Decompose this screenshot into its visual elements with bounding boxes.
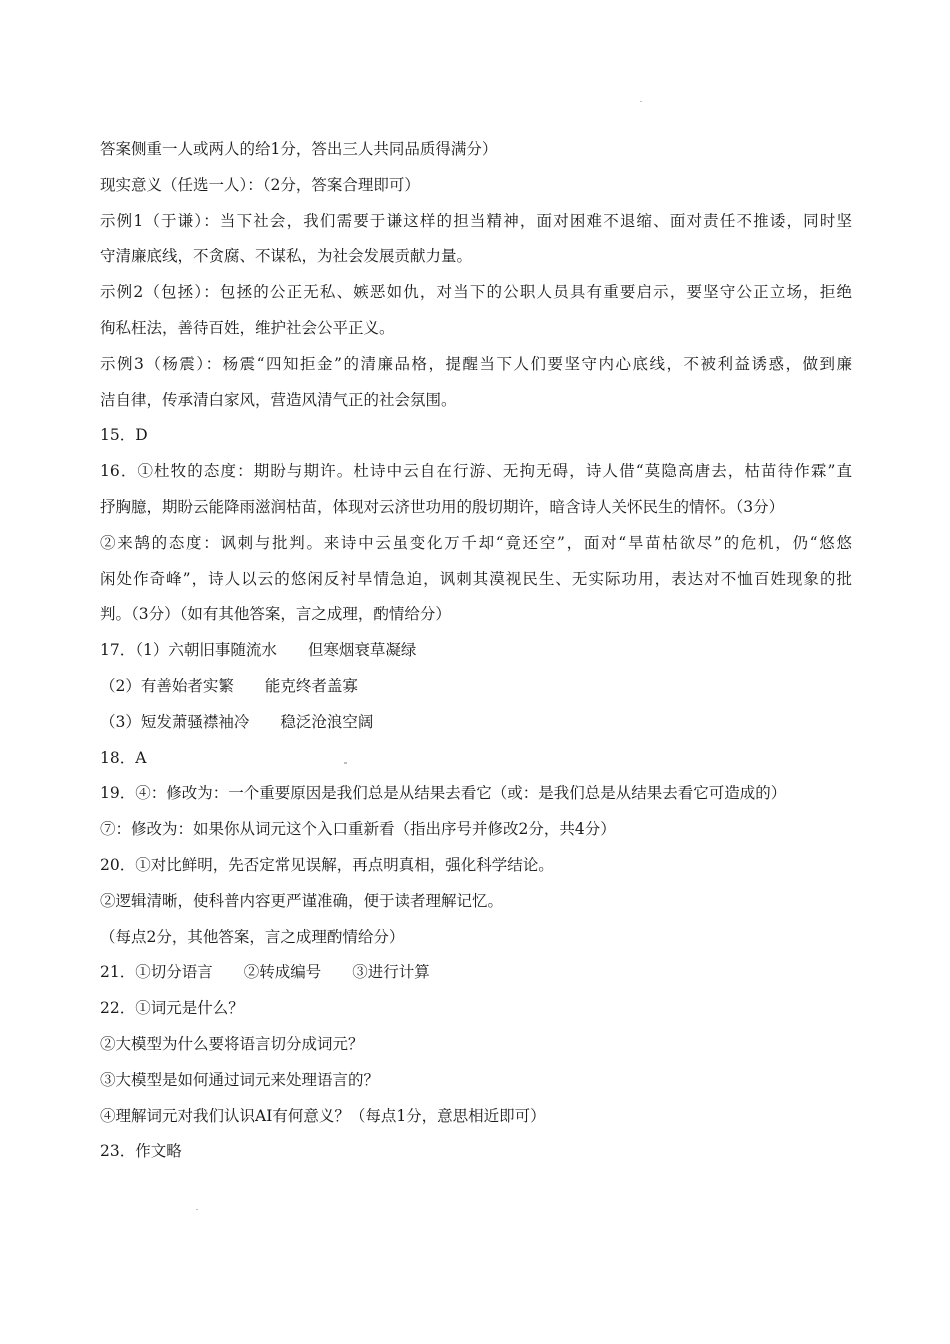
text-line: ③大模型是如何通过词元来处理语言的？ [100,1070,380,1089]
answer-21: 21．①切分语言 ②转成编号 ③进行计算 [100,963,430,982]
scan-speck-top [640,101,642,102]
text-line: 徇私枉法，善待百姓，维护社会公平正义。 [100,318,395,337]
answer-16: 16．①杜牧的态度：期盼与期许。杜诗中云自在行游、无拘无碍，诗人借“莫隐高唐去，枯苗待作霖”直 [100,462,852,481]
answer-key-text [100,132,852,1170]
text-line: 闲处作奇峰”，诗人以云的悠闲反衬旱情急迫，讽刺其漠视民生、无实际功用，表达对不恤百姓现象的批 [100,569,852,588]
answer-19: 19．④：修改为：一个重要原因是我们总是从结果去看它（或：是我们总是从结果去看它可造成的） [100,784,787,803]
text-line: （3）短发萧骚襟袖冷 稳泛沧浪空阔 [100,712,374,731]
text-line: 答案侧重一人或两人的给1分，答出三人共同品质得满分） [100,140,498,158]
answer-22: 22．①词元是什么？ [100,999,244,1018]
text-line: ②逻辑清晰，使科普内容更严谨准确，便于读者理解记忆。 [100,891,504,910]
answer-15: 15．D [100,426,148,445]
text-line: ②来鹄的态度：讽刺与批判。来诗中云虽变化万千却“竟还空”，面对“旱苗枯欲尽”的危机，仍“悠悠 [100,533,852,552]
text-line: 示例3（杨震）：杨震“四知拒金”的清廉品格，提醒当下人们要坚守内心底线，不被利益诱惑，做到廉 [100,354,852,373]
text-line: （每点2分，其他答案，言之成理酌情给分） [100,927,405,946]
scan-speck-bottom [196,1209,198,1210]
text-line: ②大模型为什么要将语言切分成词元？ [100,1034,364,1053]
text-line: 现实意义（任选一人）：（2分，答案合理即可） [100,175,420,194]
text-line: 守清廉底线，不贪腐、不谋私，为社会发展贡献力量。 [100,247,473,266]
answer-18: 18．A [100,748,147,767]
text-line: 洁自律，传承清白家风，营造风清气正的社会氛围。 [100,390,457,409]
answer-17: 17．（1）六朝旧事随流水 但寒烟衰草凝绿 [100,641,417,660]
answer-23: 23．作文略 [100,1142,182,1161]
text-line: 抒胸臆，期盼云能降雨滋润枯苗，体现对云济世功用的殷切期许，暗含诗人关怀民生的情怀。（3分） [100,497,785,516]
text-line: （2）有善始者实繁 能克终者盖寡 [100,676,358,695]
text-line: 示例1（于谦）：当下社会，我们需要于谦这样的担当精神，面对困难不退缩、面对责任不推诿，同时坚 [100,211,852,230]
text-line: ④理解词元对我们认识AI有何意义？（每点1分，意思相近即可） [100,1106,546,1125]
answer-20: 20．①对比鲜明，先否定常见误解，再点明真相，强化科学结论。 [100,855,554,874]
text-line: 判。（3分）（如有其他答案，言之成理，酌情给分） [100,605,451,624]
text-line: ⑦：修改为：如果你从词元这个入口重新看（指出序号并修改2分，共4分） [100,820,616,839]
text-line: 示例2（包拯）：包拯的公正无私、嫉恶如仇，对当下的公职人员具有重要启示，要坚守公正立场，拒绝 [100,283,852,302]
